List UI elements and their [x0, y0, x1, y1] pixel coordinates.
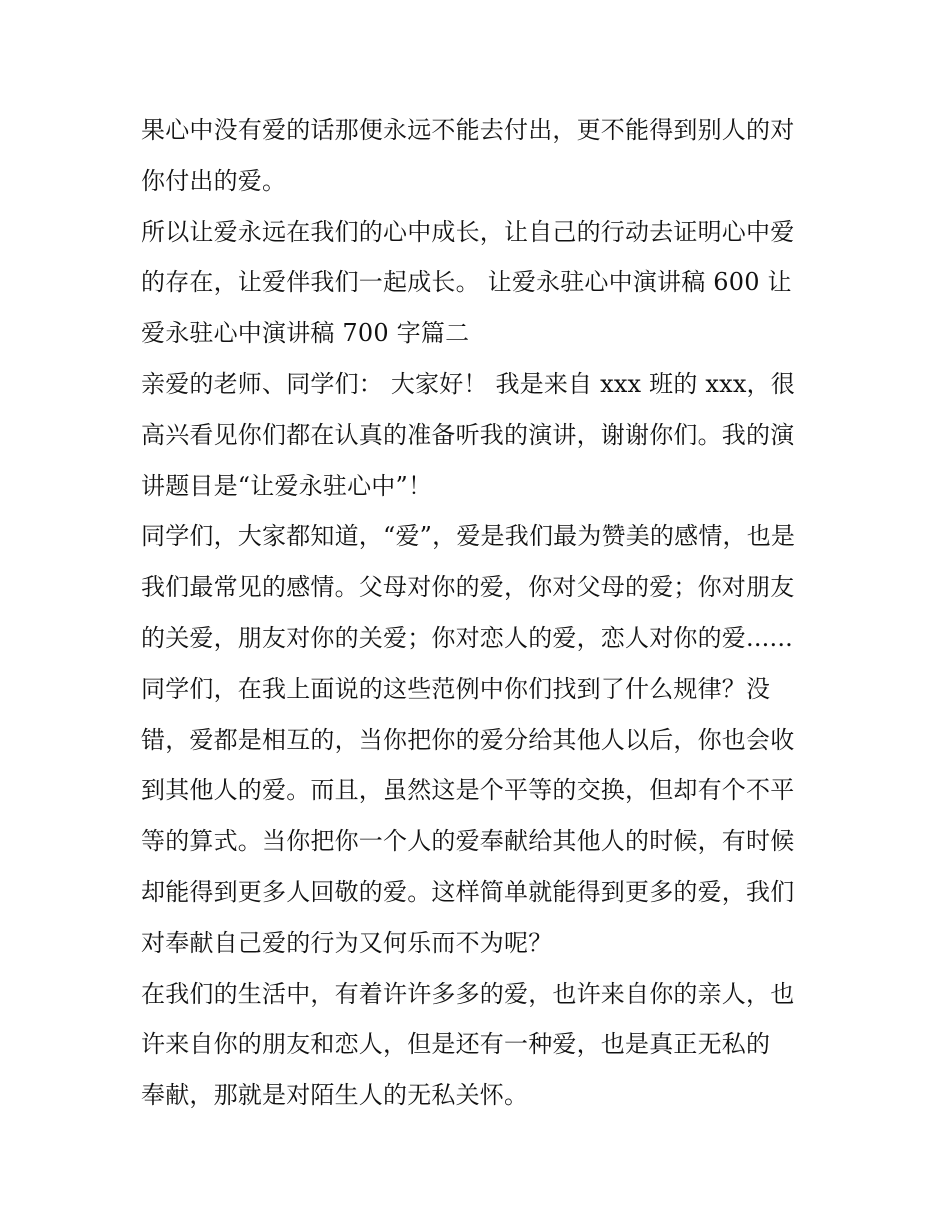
text-line: 许来自你的朋友和恋人，但是还有一种爱，也是真正无私的	[141, 1030, 771, 1059]
text-line: 果心中没有爱的话那便永远不能去付出，更不能得到别人的对	[141, 116, 795, 144]
text-line: 错，爱都是相互的，当你把你的爱分给其他人以后，你也会收	[141, 725, 795, 754]
text-line: 的关爱，朋友对你的关爱；你对恋人的爱，恋人对你的爱......	[141, 623, 793, 652]
text-line: 亲爱的老师、同学们： 大家好！ 我是来自 xxx 班的 xxx，很	[141, 369, 795, 398]
text-line: 的存在，让爱伴我们一起成长。 让爱永驻心中演讲稿 600 让	[141, 268, 792, 297]
text-line: 你付出的爱。	[141, 166, 287, 195]
text-line: 爱永驻心中演讲稿 700 字篇二	[141, 319, 470, 348]
text-line: 高兴看见你们都在认真的准备听我的演讲，谢谢你们。我的演	[141, 420, 795, 449]
text-line: 对奉献自己爱的行为又何乐而不为呢？	[141, 928, 553, 957]
text-line: 奉献，那就是对陌生人的无私关怀。	[141, 1081, 529, 1110]
text-line: 却能得到更多人回敬的爱。这样简单就能得到更多的爱，我们	[141, 877, 795, 906]
body-text	[141, 105, 821, 1121]
text-line: 到其他人的爱。而且，虽然这是个平等的交换，但却有个不平	[141, 776, 795, 805]
text-line: 同学们，在我上面说的这些范例中你们找到了什么规律？没	[141, 674, 771, 703]
text-line: 同学们，大家都知道，“爱”，爱是我们最为赞美的感情，也是	[141, 522, 796, 551]
text-line: 所以让爱永远在我们的心中成长，让自己的行动去证明心中爱	[141, 217, 795, 246]
text-line: 我们最常见的感情。父母对你的爱，你对父母的爱；你对朋友	[141, 573, 795, 602]
text-line: 讲题目是“让爱永驻心中”！	[141, 471, 433, 500]
text-line: 等的算式。当你把你一个人的爱奉献给其他人的时候，有时候	[141, 827, 795, 856]
text-line: 在我们的生活中，有着许许多多的爱，也许来自你的亲人，也	[141, 979, 795, 1008]
